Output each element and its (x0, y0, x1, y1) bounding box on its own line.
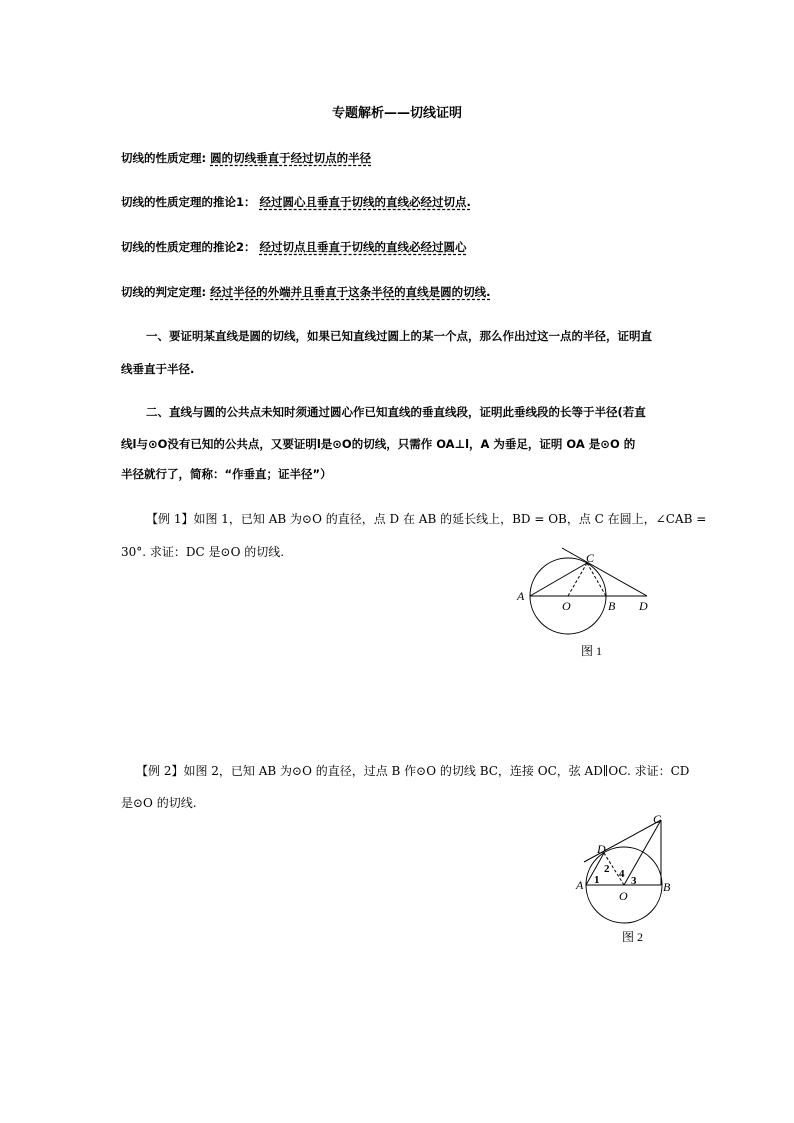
fig1-label-d: D (639, 599, 648, 613)
fig2-label-d: D (597, 842, 606, 856)
theorem-3-content: 经过切点且垂直于切线的直线必经过圆心 (259, 240, 467, 254)
fig1-caption: 图 1 (581, 644, 603, 658)
fig1-label-b: B (608, 599, 616, 613)
fig2-caption: 图 2 (622, 930, 644, 944)
fig2-angle-2: 2 (604, 863, 610, 875)
theorem-2-content: 经过圆心且垂直于切线的直线必经过切点. (259, 195, 471, 209)
fig1-label-a: A (517, 589, 525, 603)
fig2-label-a: A (576, 878, 584, 892)
fig2-angle-4: 4 (619, 868, 625, 880)
example1-line2: 30°. 求证：DC 是⊙O 的切线. (121, 545, 285, 559)
method1-line1: 一、要证明某直线是圆的切线，如果已知直线过圆上的某一个点，那么作出过这一点的半径，证明直 (146, 329, 652, 343)
fig1-label-c: C (586, 551, 595, 565)
example1-line1: 【例 1】如图 1，已知 AB 为⊙O 的直径，点 D 在 AB 的延长线上，BD = OB，点 C 在圆上，∠CAB = (146, 512, 707, 526)
page-title: 专题解析——切线证明 (331, 106, 462, 121)
fig1-line-ac (530, 563, 587, 596)
example2-line1: 【例 2】如图 2，已知 AB 为⊙O 的直径，过点 B 作⊙O 的切线 BC，连接 OC，弦 AD∥OC. 求证：CD (136, 764, 690, 778)
theorem-2-label: 切线的性质定理的推论1： (121, 195, 256, 209)
method2-line1: 二、直线与圆的公共点未知时须通过圆心作已知直线的垂直线段，证明此垂线段的长等于半径(若直 (146, 405, 646, 419)
method2-line3: 半径就行了，简称：“作垂直；证半径”） (121, 467, 332, 481)
fig1-tangent-dc (562, 548, 647, 596)
fig2-label-c: C (653, 812, 662, 826)
example2-line2: 是⊙O 的切线. (121, 796, 197, 810)
fig2-label-o: O (619, 889, 628, 903)
fig2-angle-1: 1 (594, 874, 600, 886)
theorem-3-label: 切线的性质定理的推论2： (121, 240, 256, 254)
theorem-1-content: 圆的切线垂直于经过切点的半径 (210, 151, 372, 165)
fig1-label-o: O (562, 599, 571, 613)
fig2-angle-3: 3 (631, 875, 637, 887)
theorem-4-content: 经过半径的外端并且垂直于这条半径的直线是圆的切线. (210, 285, 491, 299)
fig2-label-b: B (663, 880, 671, 894)
theorem-1-label: 切线的性质定理: (121, 151, 207, 165)
theorem-4-label: 切线的判定定理: (121, 285, 207, 299)
method2-line2: 线l与⊙O没有已知的公共点，又要证明l是⊙O的切线，只需作 OA⊥l，A 为垂足，证明 OA 是⊙O 的 (121, 437, 636, 451)
method1-line2: 线垂直于半径. (121, 362, 195, 376)
